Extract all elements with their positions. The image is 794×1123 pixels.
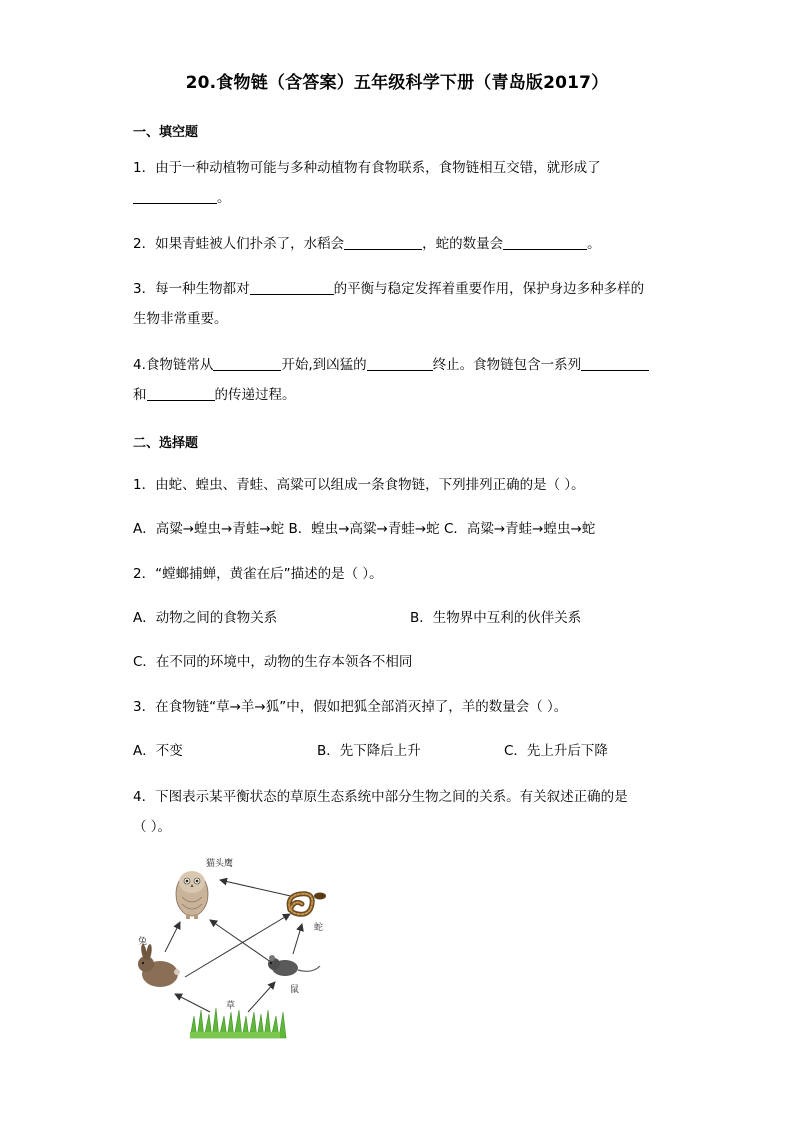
choice-question-3-option-b: B．先下降后上升 <box>317 743 421 759</box>
section-heading-multiple-choice: 二、选择题 <box>133 436 199 451</box>
question-2 <box>133 235 601 253</box>
answer-blank[interactable] <box>147 386 215 401</box>
question-1-line-2 <box>133 189 231 207</box>
question-4-line-2 <box>133 386 296 404</box>
choice-question-2-option-b: B．生物界中互利的伙伴关系 <box>410 610 582 626</box>
question-text: 的传递过程。 <box>214 387 296 403</box>
section-heading-fill-blank: 一、填空题 <box>133 125 199 140</box>
grass-icon <box>190 1008 286 1038</box>
grass-label: 草 <box>226 1001 236 1011</box>
question-1-line-1: 1．由于一种动植物可能与多种动植物有食物联系，食物链相互交错，就形成了 <box>133 160 601 176</box>
owl-label: 猫头鹰 <box>206 859 234 869</box>
question-text: 3．每一种生物都对 <box>133 281 250 297</box>
choice-question-3: 3．在食物链“草→羊→狐”中，假如把狐全部消灭掉了，羊的数量会（ ）。 <box>133 699 568 715</box>
arrow-rabbit-to-owl <box>165 922 180 952</box>
arrow-mouse-to-snake <box>293 924 302 954</box>
choice-question-3-option-c: C．先上升后下降 <box>504 743 608 759</box>
question-4-line-1 <box>133 356 649 374</box>
snake-icon <box>289 893 326 915</box>
arrow-snake-to-owl <box>220 880 295 897</box>
choice-question-4-line-2: （ ）。 <box>133 819 172 835</box>
question-text: 终止。食物链包含一系列 <box>432 357 582 373</box>
owl-icon <box>176 871 208 919</box>
rabbit-label: 兔 <box>138 937 148 947</box>
question-text: 的平衡与稳定发挥着重要作用，保护身边多种多样的 <box>333 281 645 297</box>
choice-question-4-line-1: 4．下图表示某平衡状态的草原生态系统中部分生物之间的关系。有关叙述正确的是 <box>133 789 628 805</box>
arrow-grass-to-mouse <box>248 982 275 1012</box>
arrow-grass-to-rabbit <box>175 994 210 1012</box>
question-3-line-2: 生物非常重要。 <box>133 311 228 327</box>
choice-question-2-option-c: C．在不同的环境中，动物的生存本领各不相同 <box>133 654 413 670</box>
question-3-line-1 <box>133 280 644 298</box>
answer-blank[interactable] <box>250 280 334 295</box>
choice-question-2: 2．“螳螂捕蝉，黄雀在后”描述的是（ ）。 <box>133 566 383 582</box>
mouse-label: 鼠 <box>290 985 300 995</box>
snake-label: 蛇 <box>314 923 324 933</box>
punctuation: 。 <box>217 190 231 206</box>
choice-question-1-options: A．高粱→蝗虫→青蛙→蛇 B．蝗虫→高粱→青蛙→蛇 C．高粱→青蛙→蝗虫→蛇 <box>133 521 596 537</box>
answer-blank[interactable] <box>133 189 217 204</box>
answer-blank[interactable] <box>581 356 649 371</box>
answer-blank[interactable] <box>367 356 433 371</box>
page-title: 20.食物链（含答案）五年级科学下册（青岛版2017） <box>185 73 609 93</box>
question-text: 开始,到凶猛的 <box>281 357 367 373</box>
answer-blank[interactable] <box>344 235 422 250</box>
answer-blank[interactable] <box>213 356 281 371</box>
answer-blank[interactable] <box>503 235 587 250</box>
question-text: 4.食物链常从 <box>133 357 214 373</box>
punctuation: 。 <box>587 236 601 252</box>
choice-question-1: 1．由蛇、蝗虫、青蛙、高粱可以组成一条食物链，下列排列正确的是（ ）。 <box>133 477 585 493</box>
mouse-icon <box>268 955 320 976</box>
question-text: 和 <box>133 387 147 403</box>
question-text: ，蛇的数量会 <box>422 236 504 252</box>
food-web-diagram <box>130 852 350 1042</box>
choice-question-3-option-a: A．不变 <box>133 743 183 759</box>
question-text: 2．如果青蛙被人们扑杀了，水稻会 <box>133 236 345 252</box>
choice-question-2-option-a: A．动物之间的食物关系 <box>133 610 278 626</box>
rabbit-icon <box>138 944 180 987</box>
